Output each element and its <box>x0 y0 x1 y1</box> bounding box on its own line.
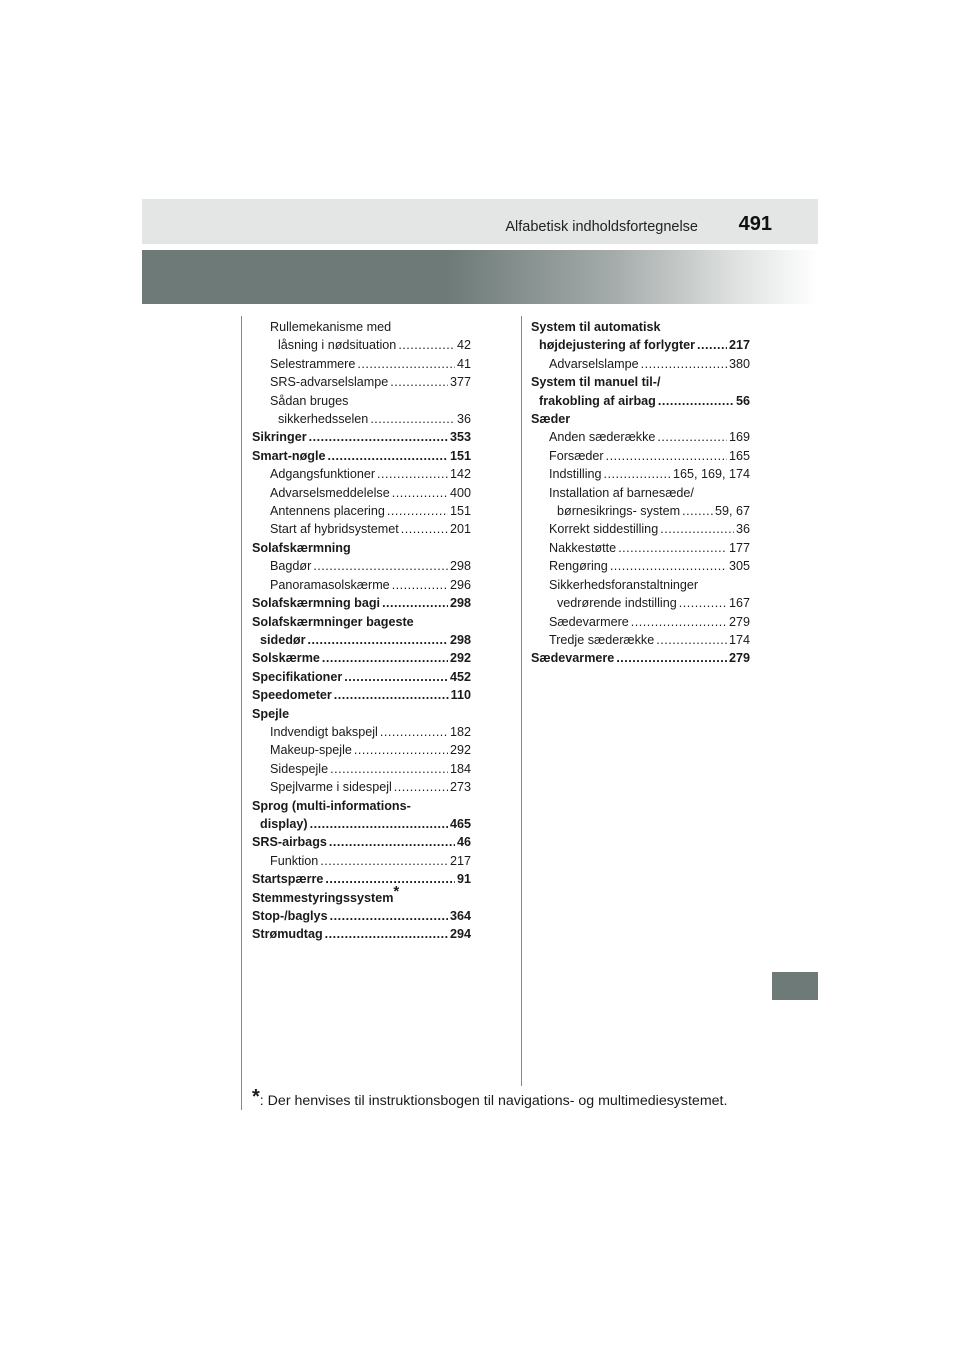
entry-page-ref: 151 <box>449 504 471 519</box>
index-entry <box>252 631 471 649</box>
dot-leader <box>387 502 448 520</box>
index-entry <box>252 705 471 723</box>
entry-page-ref: 36 <box>735 522 750 537</box>
dot-leader <box>618 539 727 557</box>
entry-text: Anden sæderække <box>549 430 656 445</box>
entry-page-ref: 364 <box>449 909 471 923</box>
entry-text: Sikringer <box>252 430 307 445</box>
index-entry <box>252 594 471 612</box>
entry-page-ref: 465 <box>449 816 471 831</box>
entry-page-ref: 46 <box>456 835 471 850</box>
dot-leader <box>401 520 448 538</box>
index-entry <box>531 355 750 373</box>
entry-page-ref: 279 <box>728 651 750 666</box>
index-entry <box>252 576 471 594</box>
entry-page-ref: 298 <box>449 596 471 611</box>
entry-text: Rengøring <box>549 559 608 574</box>
index-entry <box>531 410 750 428</box>
entry-text: Speedometer <box>252 688 332 703</box>
index-entry <box>531 502 750 520</box>
entry-text: Stemmestyringssystem <box>252 890 394 905</box>
entry-text: frakobling af airbag <box>539 393 656 408</box>
dot-leader <box>320 852 448 870</box>
dot-leader <box>679 594 727 612</box>
index-entry <box>252 815 471 833</box>
entry-text: Forsæder <box>549 448 604 463</box>
footnote-reference-star: * <box>393 882 400 900</box>
entry-text: Nakkestøtte <box>549 540 617 555</box>
index-entry <box>252 907 471 925</box>
index-entry <box>252 852 471 870</box>
entry-page-ref: 151 <box>449 448 471 463</box>
entry-text: Tredje sæderække <box>549 632 655 647</box>
entry-page-ref: 182 <box>449 724 471 739</box>
entry-text: Funktion <box>270 853 319 868</box>
index-entry <box>252 447 471 465</box>
entry-text: højdejustering af forlygter <box>539 338 696 353</box>
dot-leader <box>398 336 455 354</box>
dot-leader <box>656 631 727 649</box>
entry-text: Solafskærmning bagi <box>252 596 381 611</box>
entry-page-ref: 400 <box>449 485 471 500</box>
entry-text: låsning i nødsituation <box>278 338 397 353</box>
entry-page-ref: 353 <box>449 430 471 445</box>
entry-text: System til manuel til-/ <box>531 375 661 390</box>
entry-page-ref: 165, 169, 174 <box>672 467 750 482</box>
index-entry <box>252 778 471 796</box>
index-entry <box>531 613 750 631</box>
entry-text: Startspærre <box>252 872 324 887</box>
chapter-tab-marker <box>772 972 818 1000</box>
dot-leader <box>641 355 727 373</box>
dot-leader <box>327 447 448 465</box>
footnote-text: : Der henvises til instruktionsbogen til navigations- og multimediesystemet. <box>259 1093 728 1109</box>
entry-page-ref: 59, 67 <box>714 504 750 519</box>
dot-leader <box>660 520 734 538</box>
entry-text: Korrekt siddestilling <box>549 522 659 537</box>
entry-text: Sædevarmere <box>549 614 629 629</box>
index-entry <box>252 428 471 446</box>
entry-page-ref: 217 <box>449 853 471 868</box>
entry-text: Stop-/baglys <box>252 909 328 923</box>
entry-page-ref: 42 <box>456 338 471 353</box>
dot-leader <box>309 428 448 446</box>
entry-page-ref: 177 <box>728 540 750 555</box>
entry-page-ref: 279 <box>728 614 750 629</box>
entry-text: Makeup-spejle <box>270 743 352 758</box>
entry-page-ref: 296 <box>449 577 471 592</box>
entry-page-ref: 165 <box>728 448 750 463</box>
entry-text: børnesikrings- system <box>557 504 681 519</box>
entry-page-ref: 273 <box>449 780 471 795</box>
entry-page-ref: 91 <box>456 872 471 887</box>
index-entry <box>531 649 750 667</box>
dot-leader <box>606 447 727 465</box>
index-entry <box>252 613 471 631</box>
entry-page-ref: 217 <box>728 338 750 353</box>
page-header <box>142 199 818 244</box>
dot-leader <box>380 723 448 741</box>
entry-page-ref: 292 <box>449 743 471 758</box>
footnote-star: * <box>252 1086 260 1108</box>
dot-leader <box>382 594 448 612</box>
index-entry <box>531 336 750 354</box>
entry-page-ref: 41 <box>456 356 471 371</box>
dot-leader <box>330 907 448 925</box>
dot-leader <box>325 870 455 888</box>
dot-leader <box>344 668 448 686</box>
dot-leader <box>658 392 734 410</box>
index-entry <box>252 355 471 373</box>
entry-text: Solskærme <box>252 651 320 666</box>
entry-text: System til automatisk <box>531 320 661 334</box>
index-entry <box>252 882 471 907</box>
index-entry <box>252 465 471 483</box>
index-entry <box>252 410 471 428</box>
entry-text: Antennens placering <box>270 504 385 519</box>
index-entry <box>531 557 750 575</box>
index-entry <box>252 723 471 741</box>
entry-text: Sprog (multi-informations- <box>252 798 411 813</box>
dot-leader <box>357 355 455 373</box>
entry-text: Advarselslampe <box>549 356 639 371</box>
index-entry <box>531 539 750 557</box>
index-entry <box>531 465 750 483</box>
entry-text: Sådan bruges <box>270 393 349 408</box>
entry-page-ref: 377 <box>449 375 471 390</box>
entry-text: Start af hybridsystemet <box>270 522 399 537</box>
entry-page-ref: 142 <box>449 467 471 482</box>
index-entry <box>252 392 471 410</box>
index-entry <box>252 870 471 888</box>
dot-leader <box>377 465 448 483</box>
entry-text: Sædevarmere <box>531 651 615 666</box>
dot-leader <box>329 833 455 851</box>
entry-page-ref: 452 <box>449 669 471 684</box>
entry-page-ref: 110 <box>450 688 471 703</box>
index-entry <box>252 557 471 575</box>
index-column-right <box>531 318 750 668</box>
entry-text: Solafskærmning <box>252 540 351 555</box>
entry-page-ref: 184 <box>449 761 471 776</box>
entry-text: sidedør <box>260 632 306 647</box>
entry-text: Indstilling <box>549 467 602 482</box>
dot-leader <box>657 428 727 446</box>
entry-page-ref: 380 <box>728 356 750 371</box>
left-column-rule <box>241 316 242 1110</box>
dot-leader <box>308 631 448 649</box>
entry-text: SRS-airbags <box>252 835 327 850</box>
entry-text: Spejle <box>252 706 290 721</box>
entry-text: Panoramasolskærme <box>270 577 390 592</box>
entry-text: Installation af barnesæde/ <box>549 485 694 500</box>
entry-page-ref: 305 <box>728 559 750 574</box>
entry-text: Solafskærmninger bageste <box>252 614 414 629</box>
entry-page-ref: 298 <box>449 632 471 647</box>
index-entry <box>252 760 471 778</box>
dot-leader <box>392 576 448 594</box>
entry-page-ref: 167 <box>728 596 750 611</box>
dot-leader <box>325 925 448 943</box>
index-entry <box>252 833 471 851</box>
dot-leader <box>697 336 727 354</box>
index-entry <box>252 925 471 943</box>
index-entry <box>531 576 750 594</box>
index-entry <box>531 631 750 649</box>
dot-leader <box>313 557 448 575</box>
dot-leader <box>394 778 448 796</box>
index-entry <box>531 373 750 391</box>
dot-leader <box>604 465 671 483</box>
entry-text: Spejlvarme i sidespejl <box>270 780 392 795</box>
entry-text: Smart-nøgle <box>252 448 326 463</box>
entry-page-ref: 56 <box>735 393 750 408</box>
header-gradient-band <box>142 250 818 304</box>
section-title: Alfabetisk indholdsfortegnelse <box>505 219 698 235</box>
index-entry <box>252 502 471 520</box>
index-entry <box>252 520 471 538</box>
index-entry <box>531 392 750 410</box>
entry-text: sikkerhedsselen <box>278 412 369 427</box>
index-entry <box>531 447 750 465</box>
index-entry <box>252 797 471 815</box>
index-entry <box>252 539 471 557</box>
entry-page-ref: 201 <box>449 522 471 537</box>
dot-leader <box>310 815 448 833</box>
index-entry <box>252 318 471 336</box>
index-entry <box>252 484 471 502</box>
entry-text: SRS-advarselslampe <box>270 375 389 390</box>
index-entry <box>252 686 471 704</box>
index-entry <box>252 741 471 759</box>
dot-leader <box>610 557 727 575</box>
index-entry <box>252 373 471 391</box>
dot-leader <box>322 649 448 667</box>
index-entry <box>252 668 471 686</box>
entry-text: Rullemekanisme med <box>270 320 392 334</box>
entry-text: Adgangsfunktioner <box>270 467 376 482</box>
page-number: 491 <box>738 213 772 235</box>
dot-leader <box>334 686 449 704</box>
index-entry <box>252 649 471 667</box>
dot-leader <box>631 613 727 631</box>
index-entry <box>252 336 471 354</box>
index-entry <box>531 318 750 336</box>
entry-page-ref: 294 <box>449 927 471 942</box>
entry-text: Sidespejle <box>270 761 329 776</box>
index-column-left <box>252 318 471 944</box>
entry-text: Sæder <box>531 412 571 427</box>
middle-column-rule <box>521 316 522 1086</box>
index-entry <box>531 484 750 502</box>
entry-page-ref: 36 <box>456 412 471 427</box>
entry-page-ref: 298 <box>449 559 471 574</box>
index-entry <box>531 428 750 446</box>
entry-text: Indvendigt bakspejl <box>270 724 378 739</box>
entry-text: Specifikationer <box>252 669 343 684</box>
entry-text: display) <box>260 816 308 831</box>
dot-leader <box>354 741 448 759</box>
index-entry <box>531 520 750 538</box>
dot-leader <box>682 502 713 520</box>
entry-text: vedrørende indstilling <box>557 596 677 611</box>
entry-text: Bagdør <box>270 559 312 574</box>
dot-leader <box>370 410 455 428</box>
entry-text: Selestrammere <box>270 356 356 371</box>
entry-page-ref: 169 <box>728 430 750 445</box>
dot-leader <box>390 373 448 391</box>
footnote <box>252 1086 727 1109</box>
index-entry <box>531 594 750 612</box>
entry-page-ref: 174 <box>728 632 750 647</box>
entry-page-ref: 292 <box>449 651 471 666</box>
entry-text: Strømudtag <box>252 927 323 942</box>
entry-text: Advarselsmeddelelse <box>270 485 390 500</box>
entry-text: Sikkerhedsforanstaltninger <box>549 577 699 592</box>
dot-leader <box>392 484 448 502</box>
dot-leader <box>616 649 727 667</box>
dot-leader <box>330 760 448 778</box>
